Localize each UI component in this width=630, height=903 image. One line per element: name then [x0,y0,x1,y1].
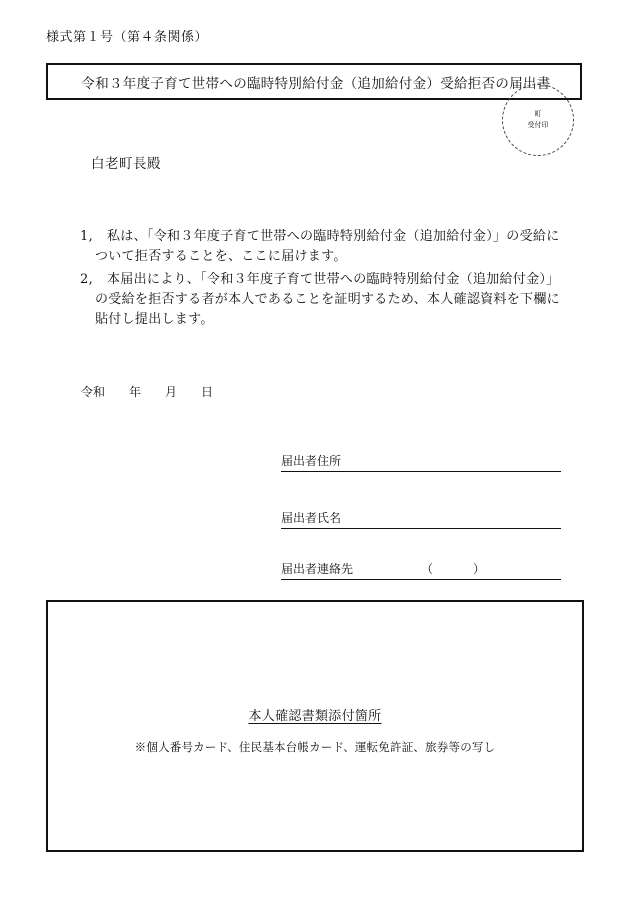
address-field[interactable] [281,453,561,472]
name-field[interactable] [281,510,561,529]
title-box [46,63,582,100]
date-era: 令和 [81,385,106,399]
id-document-attachment-box [46,600,584,852]
contact-paren-open: （ [421,562,434,576]
date-month: 月 [165,385,178,399]
addressee: 白老町長殿 [91,156,161,172]
contact-label: 届出者連絡先 [281,562,354,576]
id-box-heading-text: 本人確認書類添付箇所 [248,709,382,724]
item-text-2: 本届出により、「令和３年度子育て世帯への臨時特別給付金（追加給付金）」の受給を拒否する者が本人であることを証明するため、本人確認資料を下欄に貼付し提出します。 [95,272,560,327]
date-year: 年 [129,385,142,399]
item-number-2: 2, [80,272,94,287]
item-text-1: 私は、「令和３年度子育て世帯への臨時特別給付金（追加給付金）」の受給について拒否することを、ここに届けます。 [95,229,560,264]
address-label: 届出者住所 [281,454,342,468]
contact-field[interactable] [281,561,561,580]
item-number-1: 1, [80,229,94,244]
id-box-note: ※個人番号カード、住民基本台帳カード、運転免許証、旅券等の写し [134,740,496,754]
date-day: 日 [201,385,214,399]
id-box-heading [48,705,582,724]
form-number: 様式第１号（第４条関係） [46,30,209,45]
reception-stamp-circle [502,84,574,156]
document-title: 令和３年度子育て世帯への臨時特別給付金（追加給付金）受給拒否の届出書 [81,75,551,92]
contact-paren-close: ） [473,562,486,576]
name-label: 届出者氏名 [281,511,342,525]
stamp-reception-label: 受付印 [527,121,549,129]
stamp-town-label: 町 [534,110,542,118]
